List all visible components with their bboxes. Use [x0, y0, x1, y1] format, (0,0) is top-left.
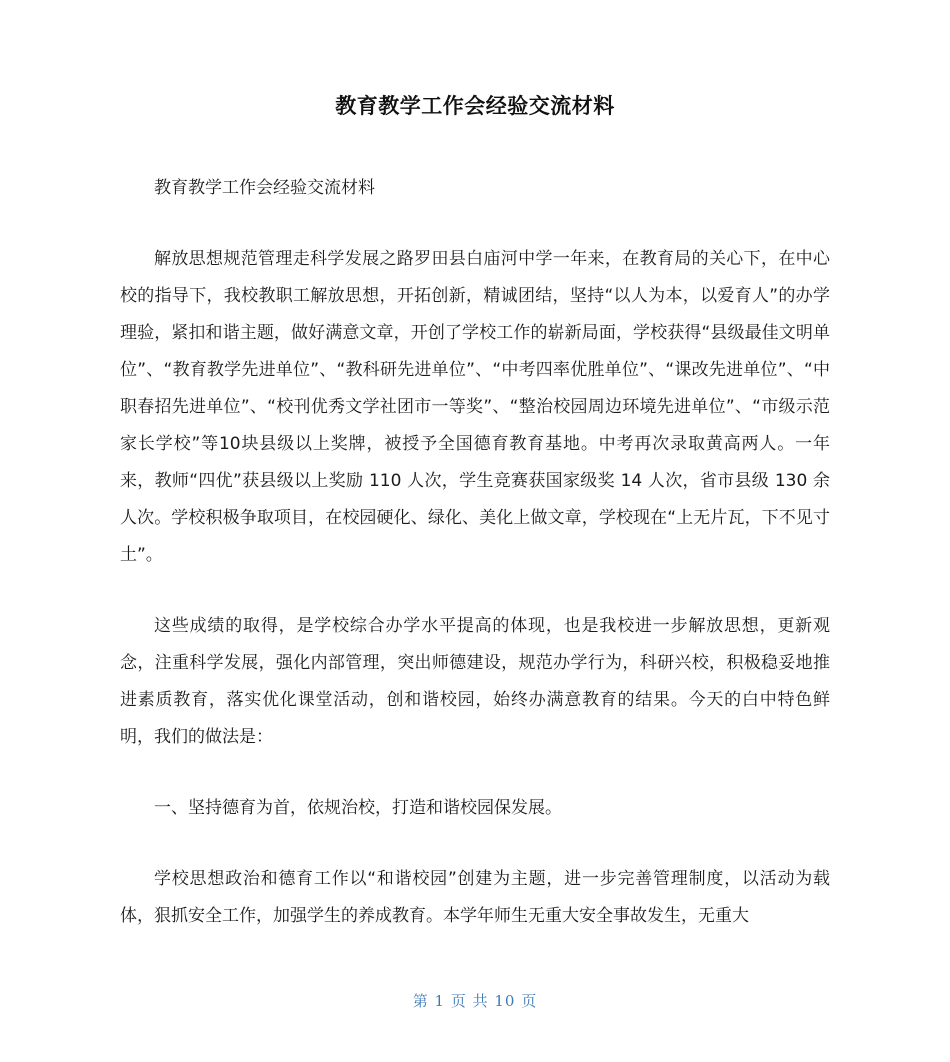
paragraph-spacer	[120, 756, 830, 790]
paragraph-achievements: 解放思想规范管理走科学发展之路罗田县白庙河中学一年来，在教育局的关心下，在中心校的指导下，我校教职工解放思想，开拓创新，精诚团结，坚持“以人为本，以爱育人”的办学理验，紧扣和谐主题，做好满意文章，开创了学校工作的崭新局面，学校获得“县级最佳文明单位”、“教育教学先进单位”、“教科研先进单位”、“中考四率优胜单位”、“课改先进单位”、“中职春招先进单位”、“校刊优秀文学社团市一等奖”、“整治校园周边环境先进单位”、“市级示范家长学校”等10块县级以上奖牌，被授予全国德育教育基地。中考再次录取黄高两人。一年来，教师“四优”获县级以上奖励 110 人次，学生竞赛获国家级奖 14 人次，省市县级 130 余人次。学校积极争取项目，在校园硬化、绿化、美化上做文章，学校现在“上无片瓦，下不见寸土”。	[120, 249, 830, 565]
page-number: 第 1 页 共 10 页	[412, 992, 538, 1010]
paragraph-summary: 这些成绩的取得，是学校综合办学水平提高的体现，也是我校进一步解放思想，更新观念，注重科学发展，强化内部管理，突出师德建设，规范办学行为，科研兴校，积极稳妥地推进素质教育，落实优化课堂活动，创和谐校园，始终办满意教育的结果。今天的白中特色鲜明，我们的做法是：	[120, 616, 830, 747]
document-body	[120, 170, 830, 935]
paragraph-moral-education: 学校思想政治和德育工作以“和谐校园”创建为主题，进一步完善管理制度，以活动为载体，狠抓安全工作，加强学生的养成教育。本学年师生无重大安全事故发生，无重大	[120, 869, 830, 926]
paragraph-subtitle: 教育教学工作会经验交流材料	[154, 178, 375, 198]
section-heading-1: 一、坚持德育为首，依规治校，打造和谐校园保发展。	[154, 798, 562, 818]
paragraph-spacer	[120, 207, 830, 241]
paragraph-spacer	[120, 827, 830, 861]
document-title: 教育教学工作会经验交流材料	[335, 94, 615, 118]
paragraph-spacer	[120, 574, 830, 608]
